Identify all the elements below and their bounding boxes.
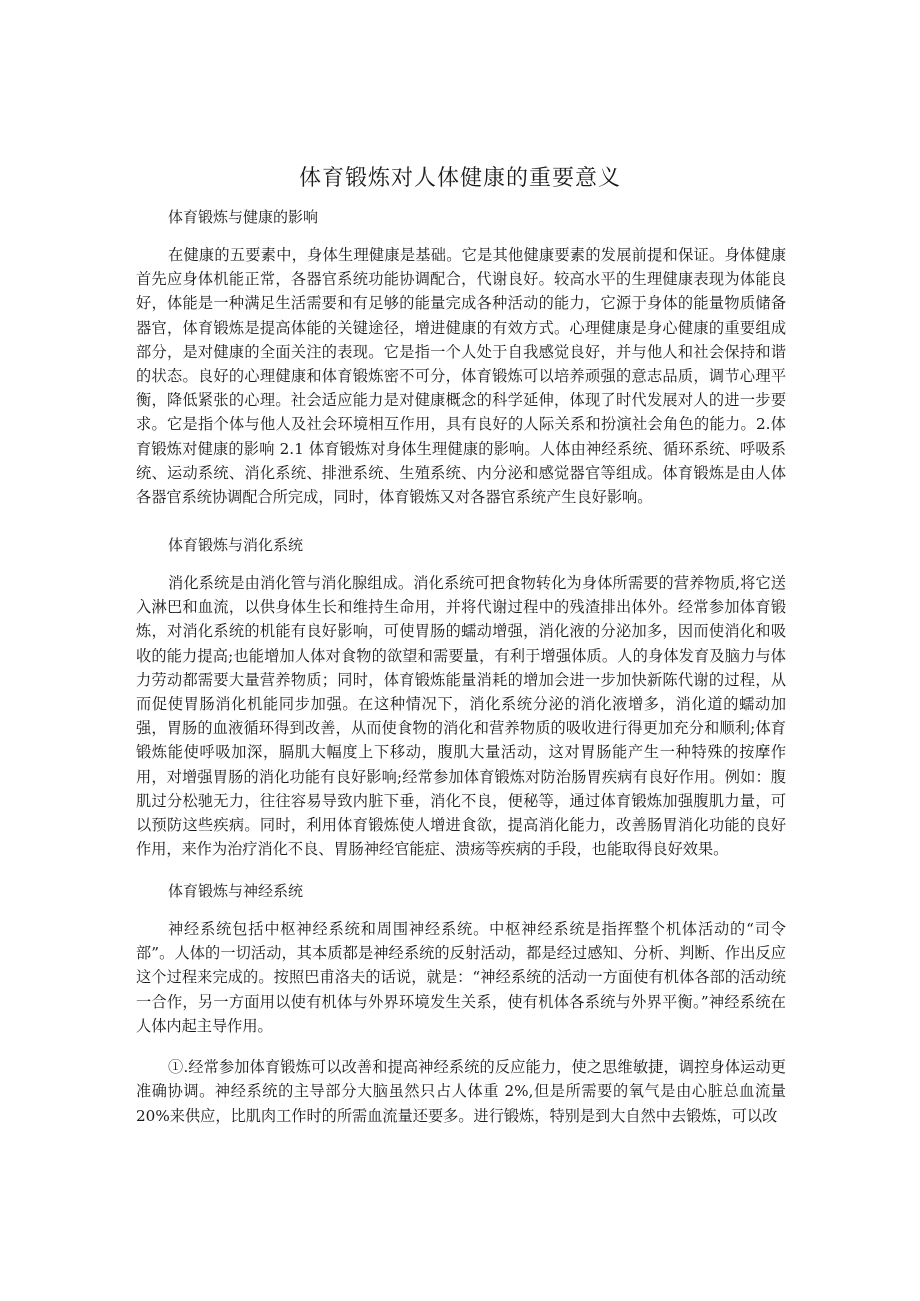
paragraph-nervous-system-benefit: ①.经常参加体育锻炼可以改善和提高神经系统的反应能力，使之思维敏捷，调控身体运动更准确协调。神经系统的主导部分大脑虽然只占人体重 2%,但是所需要的氧气是由心脏总血流量 20%来供应，比肌肉工作时的所需血流量还要多。进行锻炼，特别是到大自然中去锻炼，可以改 [136, 1058, 786, 1125]
paragraph-nervous-system: 神经系统包括中枢神经系统和周围神经系统。中枢神经系统是指挥整个机体活动的“司令部”。人体的一切活动，其本质都是神经系统的反射活动，都是经过感知、分析、判断、作出反应这个过程来完成的。按照巴甫洛夫的话说，就是：“神经系统的活动一方面使有机体各部的活动统一合作，另一方面用以使有机体与外界环境发生关系，使有机体各系统与外界平衡。”神经系统在人体内起主导作用。 [136, 920, 786, 1035]
section-heading-digestive-system: 体育锻炼与消化系统 [168, 536, 304, 554]
page-title: 体育锻炼对人体健康的重要意义 [298, 166, 621, 191]
section-heading-health-influence: 体育锻炼与健康的影响 [168, 208, 319, 226]
paragraph-health-influence: 在健康的五要素中，身体生理健康是基础。它是其他健康要素的发展前提和保证。身体健康首先应身体机能正常，各器官系统功能协调配合，代谢良好。较高水平的生理健康表现为体能良好，体能是一种满足生活需要和有足够的能量完成各种活动的能力，它源于身体的能量物质储备器官，体育锻炼是提高体能的关键途径，增进健康的有效方式。心理健康是身心健康的重要组成部分，是对健康的全面关注的表现。它是指一个人处于自我感觉良好，并与他人和社会保持和谐的状态。良好的心理健康和体育锻炼密不可分，体育锻炼可以培养顽强的意志品质，调节心理平衡，降低紧张的心理。社会适应能力是对健康概念的科学延伸，体现了时代发展对人的进一步要求。它是指个体与他人及社会环境相互作用，具有良好的人际关系和扮演社会角色的能力。2.体育锻炼对健康的影响 2.1 体育锻炼对身体生理健康的影响。人体由神经系统、循环系统、呼吸系统、运动系统、消化系统、排泄系统、生殖系统、内分泌和感觉器官等组成。体育锻炼是由人体各器官系统协调配合所完成，同时，体育锻炼又对各器官系统产生良好影响。 [136, 246, 786, 507]
section-heading-nervous-system: 体育锻炼与神经系统 [168, 882, 304, 900]
paragraph-digestive-system: 消化系统是由消化管与消化腺组成。消化系统可把食物转化为身体所需要的营养物质,将它送入淋巴和血流，以供身体生长和维持生命用，并将代谢过程中的残渣排出体外。经常参加体育锻炼，对消化系统的机能有良好影响，可使胃肠的蠕动增强，消化液的分泌加多，因而使消化和吸收的能力提高;也能增加人体对食物的欲望和需要量，有利于增强体质。人的身体发育及脑力与体力劳动都需要大量营养物质；同时，体育锻炼能量消耗的增加会进一步加快新陈代谢的过程，从而促使胃肠消化机能同步加强。在这种情况下，消化系统分泌的消化液增多，消化道的蠕动加强，胃肠的血液循环得到改善，从而使食物的消化和营养物质的吸收进行得更加充分和顺利;体育锻炼能使呼吸加深，膈肌大幅度上下移动，腹肌大量活动，这对胃肠能产生一种特殊的按摩作用，对增强胃肠的消化功能有良好影响;经常参加体育锻炼对防治肠胃疾病有良好作用。例如：腹肌过分松驰无力，往往容易导致内脏下垂，消化不良，便秘等，通过体育锻炼加强腹肌力量，可以预防这些疾病。同时，利用体育锻炼使人增进食欲，提高消化能力，改善肠胃消化功能的良好作用，来作为治疗消化不良、胃肠神经官能症、溃疡等疾病的手段，也能取得良好效果。 [136, 574, 786, 859]
